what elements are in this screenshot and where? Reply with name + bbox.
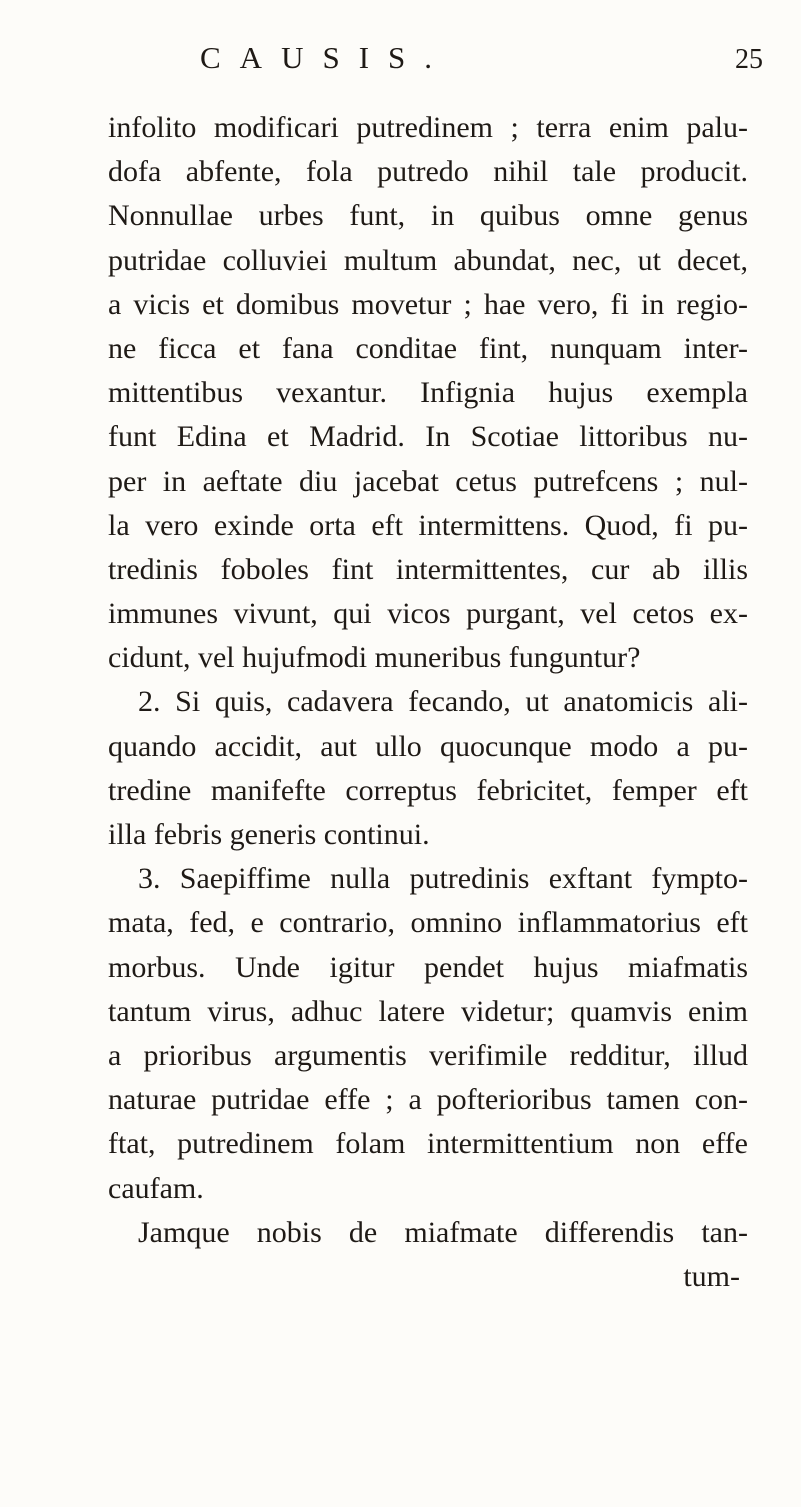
text-line: ne ficca et fana conditae fint, nunquam inter- [108,331,748,365]
text-line: Jamque nobis de miafmate differendis tan- [138,1215,748,1249]
text-line: mata, fed, e contrario, omnino inflammatorius eft [108,906,748,940]
text-line: illa febris generis continui. [108,818,430,851]
text-line: quando accidit, aut ullo quocunque modo a pu- [108,729,748,763]
text-line: immunes vivunt, qui vicos purgant, vel cetos ex- [108,597,748,631]
catchword: tum- [683,1259,740,1293]
text-line: dofa abfente, fola putredo nihil tale producit. [108,155,748,189]
text-line: ftat, putredinem folam intermittentium non effe [108,1127,748,1161]
running-head: CAUSIS. [200,40,452,75]
text-line: tantum virus, adhuc latere videtur; quamvis enim [108,994,748,1028]
text-line: infolito modificari putredinem ; terra enim palu- [108,111,748,144]
text-line: la vero exinde orta eft intermittens. Quod, fi pu- [108,508,748,542]
text-line: naturae putridae effe ; a pofterioribus tamen con- [108,1083,748,1117]
page-number: 25 [735,44,763,75]
text-line: caufam. [108,1171,204,1205]
text-line: 3. Saepiffime nulla putredinis exftant fympto- [138,862,748,896]
text-line: putridae colluviei multum abundat, nec, ut decet, [108,243,748,277]
text-line: mittentibus vexantur. Infignia hujus exempla [108,376,748,410]
text-line: a vicis et domibus movetur ; hae vero, fi in regio- [108,287,748,321]
page-header [0,28,801,88]
text-line: tredine manifefte correptus febricitet, femper eft [108,773,748,807]
text-line: cidunt, vel hujufmodi muneribus funguntur? [108,641,641,675]
text-line: a prioribus argumentis verifimile redditur, illud [108,1038,748,1072]
body-text [108,106,748,1299]
text-line: Nonnullae urbes funt, in quibus omne genus [108,199,748,233]
text-line: morbus. Unde igitur pendet hujus miafmatis [108,950,748,984]
text-line: per in aeftate diu jacebat cetus putrefcens ; nul- [108,464,748,498]
text-line: 2. Si quis, cadavera fecando, ut anatomicis ali- [138,685,748,719]
text-line: funt Edina et Madrid. In Scotiae littoribus nu- [108,420,748,454]
text-line: tredinis foboles fint intermittentes, cur ab illis [108,552,748,586]
